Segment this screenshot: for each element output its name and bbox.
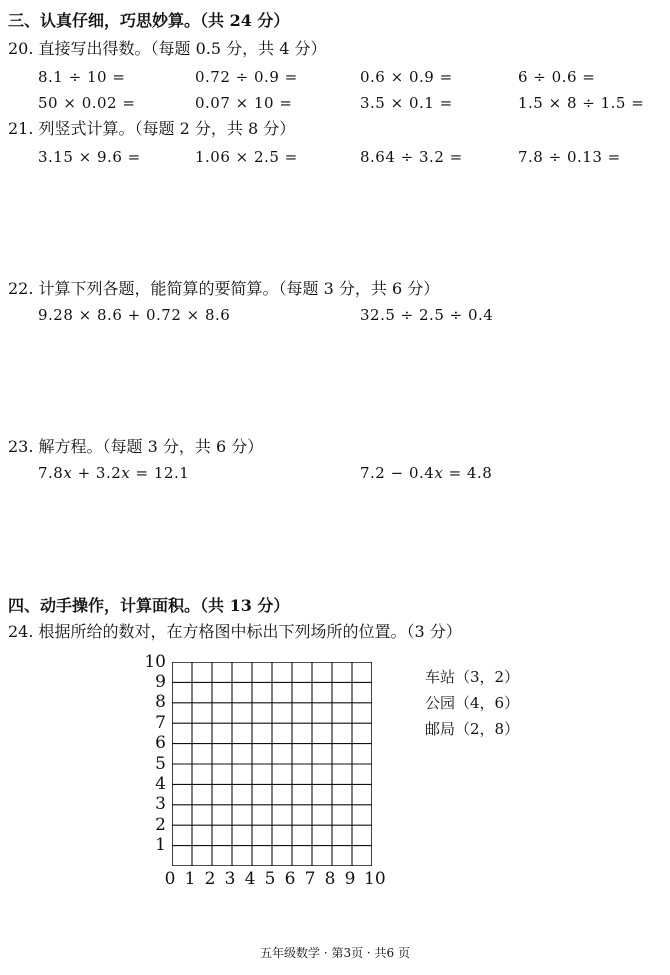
q23-rhs: = 12.1: [130, 464, 190, 482]
x-tick-label: 9: [344, 869, 356, 889]
section-3-title: 三、认真仔细，巧思妙算。（共 24 分）: [8, 11, 290, 30]
q23-term: + 3.2: [72, 464, 122, 482]
q21-item: 7.8 ÷ 0.13 =: [518, 148, 621, 166]
x-tick-label: 0: [164, 869, 176, 889]
q23-variable: x: [434, 464, 444, 482]
x-tick-label: 3: [224, 869, 236, 889]
y-tick-label: 4: [155, 774, 166, 794]
x-tick-label: 2: [204, 869, 216, 889]
q20-item: 0.72 ÷ 0.9 =: [195, 68, 298, 86]
page-footer: 五年级数学 · 第3页 · 共6 页: [260, 946, 410, 960]
q20-item: 0.6 × 0.9 =: [360, 68, 453, 86]
question-23-title: 23. 解方程。（每题 3 分，共 6 分）: [8, 437, 264, 456]
place-station: 车站（3，2）: [425, 668, 520, 686]
y-tick-label: 10: [144, 652, 166, 672]
q23-item: [38, 464, 189, 482]
y-tick-label: 1: [155, 835, 166, 855]
q20-item: 50 × 0.02 =: [38, 94, 136, 112]
q23-item: [360, 464, 492, 482]
x-tick-label: 4: [244, 869, 256, 889]
x-tick-label: 5: [264, 869, 276, 889]
y-tick-label: 2: [155, 815, 166, 835]
y-tick-label: 5: [155, 754, 166, 774]
y-tick-label: 9: [155, 672, 166, 692]
q21-item: 1.06 × 2.5 =: [195, 148, 298, 166]
y-tick-label: 6: [155, 733, 166, 753]
q22-item: 9.28 × 8.6 + 0.72 × 8.6: [38, 306, 231, 324]
x-tick-label: 10: [364, 869, 386, 889]
x-tick-label: 1: [184, 869, 196, 889]
q20-item: 3.5 × 0.1 =: [360, 94, 453, 112]
x-tick-label: 6: [284, 869, 296, 889]
coordinate-grid: [172, 662, 372, 866]
section-4-title: 四、动手操作，计算面积。（共 13 分）: [8, 596, 290, 615]
q20-item: 0.07 × 10 =: [195, 94, 293, 112]
x-tick-label: 7: [304, 869, 316, 889]
q23-variable: x: [63, 464, 73, 482]
q23-rhs: = 4.8: [443, 464, 493, 482]
q23-coef: 7.8: [38, 464, 64, 482]
q23-variable: x: [121, 464, 131, 482]
y-tick-label: 8: [155, 692, 166, 712]
q20-item: 8.1 ÷ 10 =: [38, 68, 126, 86]
question-20-title: 20. 直接写出得数。（每题 0.5 分，共 4 分）: [8, 39, 327, 58]
q23-coef: 7.2 − 0.4: [360, 464, 435, 482]
question-24-title: 24. 根据所给的数对，在方格图中标出下列场所的位置。（3 分）: [8, 622, 462, 641]
q22-item: 32.5 ÷ 2.5 ÷ 0.4: [360, 306, 494, 324]
place-post-office: 邮局（2，8）: [425, 720, 520, 738]
place-park: 公园（4，6）: [425, 694, 520, 712]
q20-item: 6 ÷ 0.6 =: [518, 68, 596, 86]
q20-item: 1.5 × 8 ÷ 1.5 =: [518, 94, 645, 112]
y-tick-label: 3: [155, 794, 166, 814]
x-tick-label: 8: [324, 869, 336, 889]
question-22-title: 22. 计算下列各题，能简算的要简算。（每题 3 分，共 6 分）: [8, 279, 440, 298]
q21-item: 8.64 ÷ 3.2 =: [360, 148, 463, 166]
q21-item: 3.15 × 9.6 =: [38, 148, 141, 166]
question-21-title: 21. 列竖式计算。（每题 2 分，共 8 分）: [8, 119, 296, 138]
y-tick-label: 7: [155, 713, 166, 733]
